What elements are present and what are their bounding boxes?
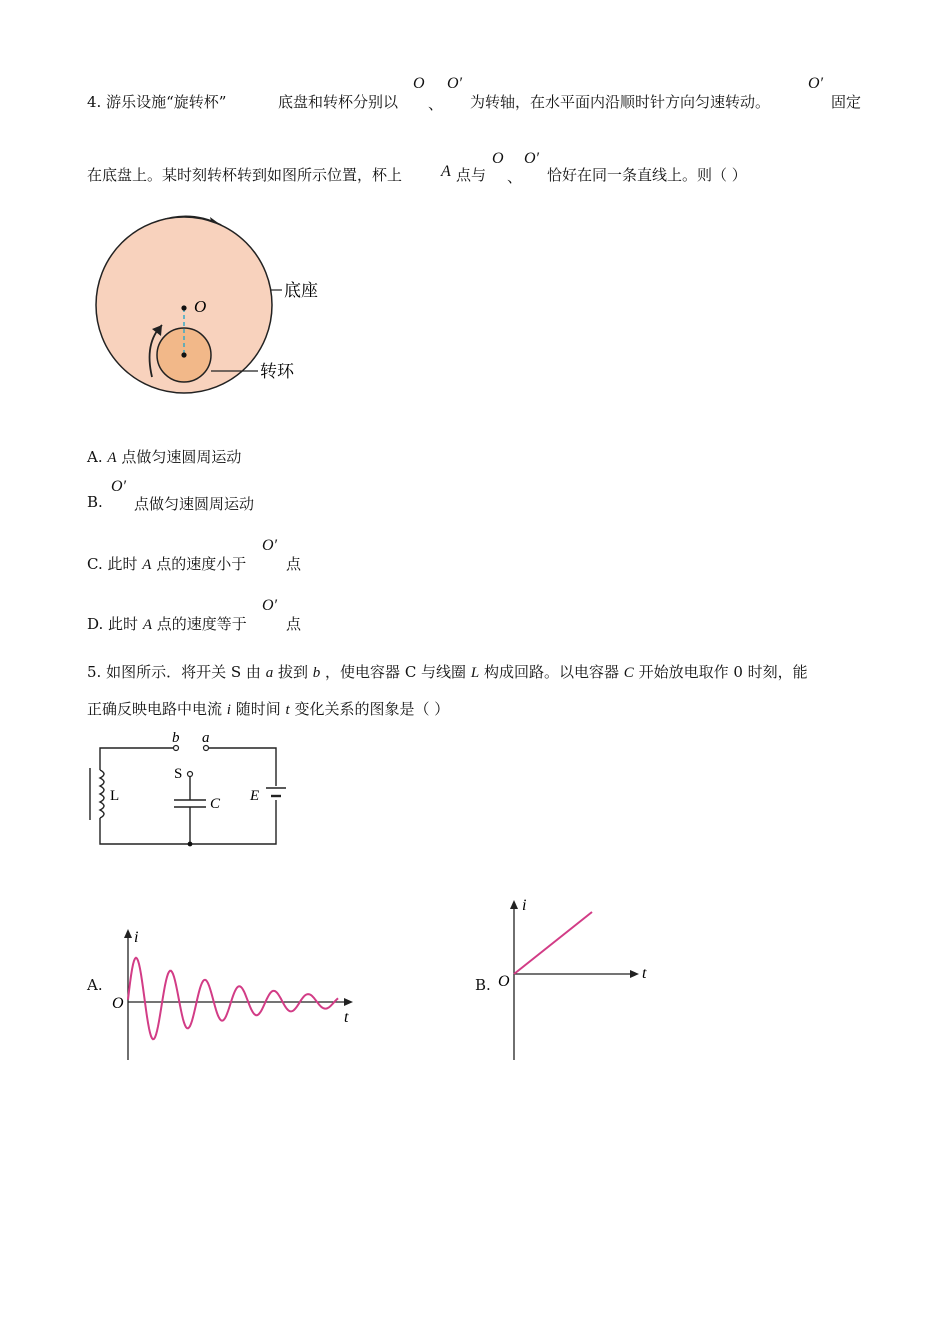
axis-label-i: i xyxy=(522,897,527,914)
label-E: E xyxy=(250,788,260,804)
q5-line1-e: 开始放电取作 0 时刻，能 xyxy=(638,663,808,681)
q4-sep-2: 、 xyxy=(507,168,523,186)
label-C: C xyxy=(210,796,221,812)
origin-label: O xyxy=(498,973,510,990)
q5-option-b[interactable]: B. xyxy=(475,976,491,994)
q5-var-C: C xyxy=(623,665,634,681)
junction xyxy=(188,842,193,847)
option-pre: 此时 xyxy=(107,555,138,573)
q4-option-d[interactable] xyxy=(87,613,247,634)
q4-line2-end: 恰好在同一条直线上。则（ ） xyxy=(547,166,747,184)
x-arrow xyxy=(344,998,353,1006)
q4-option-c[interactable] xyxy=(87,553,246,574)
q4-sym-Oprime-3: O′ xyxy=(524,150,540,167)
option-letter: D. xyxy=(87,615,104,633)
label-base: 底座 xyxy=(284,281,318,300)
q5-line2-b: 随时间 xyxy=(235,700,281,718)
label-ring: 转环 xyxy=(260,362,294,381)
option-letter: B. xyxy=(87,493,103,511)
q5-var-t: t xyxy=(285,702,290,718)
q4-option-d-tail: 点 xyxy=(286,615,302,633)
q5-line1-b: 拔到 xyxy=(277,663,308,681)
q5-graph-a[interactable] xyxy=(106,926,356,1066)
axis-label-i: i xyxy=(134,929,139,946)
q5-var-i: i xyxy=(226,702,231,718)
q5-var-b: b xyxy=(312,665,321,681)
switch-pivot xyxy=(188,772,193,777)
q5-var-L: L xyxy=(470,665,480,681)
contact-a xyxy=(204,746,209,751)
axis-label-t: t xyxy=(642,965,647,982)
label-L: L xyxy=(110,788,120,804)
label-O: O xyxy=(194,297,207,316)
q4-sym-Oprime-2: O′ xyxy=(808,75,824,92)
q4-line2-prefix: 在底盘上。某时刻转杯转到如图所示位置，杯上 xyxy=(87,166,403,184)
q4-line1-mid2: 为转轴，在水平面内沿顺时针方向匀速转动。 xyxy=(470,93,771,111)
label-S: S xyxy=(174,766,183,782)
option-var: A xyxy=(142,617,153,633)
q5-line2 xyxy=(87,698,449,719)
q5-line2-c: 变化关系的图象是（ ） xyxy=(294,700,450,718)
x-arrow xyxy=(630,970,639,978)
q5-line1-c: ，使电容器 C 与线圈 xyxy=(325,663,467,681)
point-Oprime xyxy=(181,352,186,357)
linear-line xyxy=(514,912,592,974)
q5-option-a[interactable]: A. xyxy=(87,976,103,994)
q5-circuit xyxy=(86,728,316,858)
q4-option-c-tail: 点 xyxy=(286,555,302,573)
option-letter: C. xyxy=(87,555,103,573)
q4-line1-mid1: 底盘和转杯分别以 xyxy=(278,93,399,111)
q4-sym-Oprime: O′ xyxy=(447,75,463,92)
q5-line1-a: 5. 如图所示．将开关 S 由 xyxy=(87,663,261,681)
q5-line1-d: 构成回路。以电容器 xyxy=(483,663,619,681)
option-text: 点做匀速圆周运动 xyxy=(121,448,242,466)
q4-option-b-text: 点做匀速圆周运动 xyxy=(134,495,255,513)
option-var: A xyxy=(107,450,117,466)
q4-line1-prefix: 4. 游乐设施“旋转杯” xyxy=(87,93,227,111)
q4-sym-O-2: O xyxy=(492,150,504,167)
option-pre: 此时 xyxy=(108,615,139,633)
point-O xyxy=(181,305,186,310)
q4-option-c-var2: O′ xyxy=(262,537,278,554)
q4-sym-A: A xyxy=(441,163,451,180)
q4-option-b-var: O′ xyxy=(111,478,127,495)
q5-line2-a: 正确反映电路中电流 xyxy=(87,700,223,718)
q4-option-a[interactable] xyxy=(87,446,241,467)
damped-wave xyxy=(128,958,338,1039)
q5-line1 xyxy=(87,661,808,682)
q4-option-d-var2: O′ xyxy=(262,597,278,614)
q4-option-b[interactable] xyxy=(87,493,103,511)
q4-figure xyxy=(86,205,346,405)
q5-graph-b[interactable] xyxy=(496,896,656,1064)
q5-var-a: a xyxy=(265,665,274,681)
q4-sep: 、 xyxy=(428,95,444,113)
q4-sym-O: O xyxy=(413,75,425,92)
q4-line1-end: 固定 xyxy=(831,93,862,111)
origin-label: O xyxy=(112,995,124,1012)
label-b: b xyxy=(172,730,180,746)
y-arrow xyxy=(510,900,518,909)
y-arrow xyxy=(124,929,132,938)
option-text: 点的速度小于 xyxy=(156,555,247,573)
axis-label-t: t xyxy=(344,1009,349,1026)
q4-line2-mid: 点与 xyxy=(456,166,487,184)
option-text: 点的速度等于 xyxy=(156,615,247,633)
contact-b xyxy=(174,746,179,751)
label-a: a xyxy=(202,730,210,746)
option-var: A xyxy=(142,557,152,573)
option-letter: A. xyxy=(87,448,103,466)
